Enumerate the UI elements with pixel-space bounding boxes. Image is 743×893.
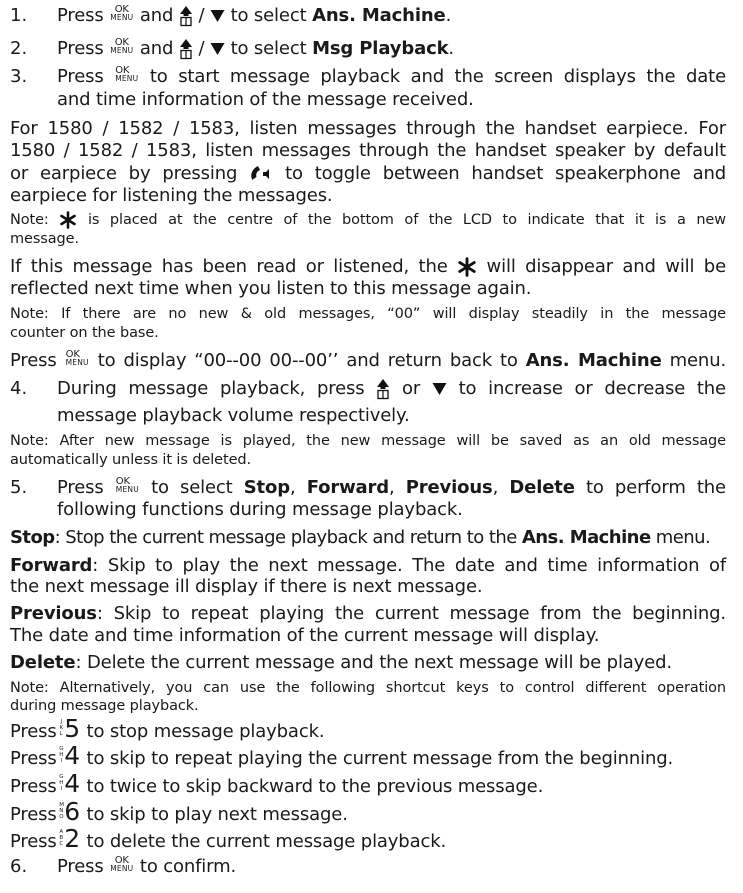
- paragraph-line: reflected next time when you listen to this message again.: [10, 278, 532, 299]
- keypad-6-icon: MNO 6: [59, 797, 80, 826]
- note-line: Note: Alternatively, you can use the following shortcut keys to control different operation: [10, 680, 726, 696]
- keypad-5-icon: JKL 5: [59, 714, 80, 743]
- phonebook-up-arrow-icon: [179, 5, 193, 27]
- ok-menu-key-icon: OK MENU: [65, 349, 89, 367]
- step-number: 6.: [10, 856, 28, 877]
- handset-speaker-icon: [249, 164, 273, 184]
- asterisk-icon: [457, 257, 477, 277]
- note-line: counter on the base.: [10, 325, 159, 341]
- step-6: Press OK MENU to confirm.: [57, 855, 237, 877]
- ok-menu-key-icon: OK MENU: [110, 37, 134, 55]
- note-line: Note: After new message is played, the new message will be saved as an old message: [10, 433, 726, 449]
- definition-forward: Forward: Skip to play the next message. The date and time information of: [10, 555, 726, 576]
- ok-menu-key-icon: OK MENU: [110, 4, 134, 22]
- note-line: during message playback.: [10, 698, 199, 714]
- shortcut-row: Press GHI 4 to twice to skip backward to the previous message.: [10, 769, 544, 798]
- down-triangle-icon: [432, 382, 447, 396]
- definition-forward-line-2: the next message ill display if there is next message.: [10, 576, 483, 597]
- keypad-4-icon: GHI 4: [59, 769, 80, 798]
- step-2: Press OK MENU and / to select Msg Playback.: [57, 37, 454, 59]
- step-1: Press OK MENU and / to select Ans. Machine.: [57, 4, 452, 26]
- step-4-line-2: message playback volume respectively.: [57, 405, 410, 426]
- ok-menu-key-icon: OK MENU: [115, 65, 139, 83]
- step-3: Press OK MENU to start message playback and the screen displays the date: [57, 65, 726, 87]
- ok-menu-key-icon: OK MENU: [110, 855, 134, 873]
- note: Note: is placed at the centre of the bottom of the LCD to indicate that it is a new: [10, 212, 727, 228]
- step-number: 5.: [10, 477, 28, 498]
- definition-stop: Stop: Stop the current message playback and return to the Ans. Machine menu.: [10, 527, 711, 548]
- step-5: Press OK MENU to select Stop, Forward, Previous, Delete to perform the: [57, 476, 726, 498]
- note-line: message.: [10, 231, 79, 247]
- definition-previous: Previous: Skip to repeat playing the current message from the beginning.: [10, 603, 726, 624]
- paragraph-line: If this message has been read or listened, the will disappear and will be: [10, 256, 727, 277]
- paragraph-line: earpiece for listening the messages.: [10, 185, 333, 206]
- step-5-line-2: following functions during message playback.: [57, 499, 463, 520]
- shortcut-row: Press MNO 6 to skip to play next message.: [10, 797, 348, 826]
- phonebook-up-arrow-icon: [179, 38, 193, 60]
- step-number: 1.: [10, 5, 28, 26]
- down-triangle-icon: [210, 9, 225, 23]
- keypad-4-icon: GHI 4: [59, 741, 80, 770]
- phonebook-up-arrow-icon: [376, 378, 390, 400]
- definition-previous-line-2: The date and time information of the current message will display.: [10, 625, 600, 646]
- shortcut-row: Press ABC 2 to delete the current message playback.: [10, 824, 447, 853]
- definition-delete: Delete: Delete the current message and the next message will be played.: [10, 652, 672, 673]
- paragraph-line: Press OK MENU to display “00--00 00--00’’ and return back to Ans. Machine menu.: [10, 349, 727, 371]
- keypad-2-icon: ABC 2: [59, 824, 80, 853]
- step-number: 4.: [10, 378, 28, 399]
- ok-menu-key-icon: OK MENU: [115, 476, 139, 494]
- paragraph-line: or earpiece by pressing to toggle between handset speakerphone and: [10, 163, 727, 184]
- step-number: 2.: [10, 38, 28, 59]
- note-line: Note: If there are no new & old messages, “00” will display steadily in the message: [10, 306, 726, 322]
- step-4: During message playback, press or to increase or decrease the: [57, 378, 726, 399]
- shortcut-row: Press GHI 4 to skip to repeat playing the current message from the beginning.: [10, 741, 674, 770]
- paragraph-line: For 1580 / 1582 / 1583, listen messages through the handset earpiece. For: [10, 118, 726, 139]
- step-3-line-2: and time information of the message received.: [57, 89, 474, 110]
- down-triangle-icon: [210, 42, 225, 56]
- paragraph-line: 1580 / 1582 / 1583, listen messages through the handset speaker by default: [10, 140, 726, 161]
- asterisk-icon: [59, 211, 77, 229]
- note-line: automatically unless it is deleted.: [10, 452, 252, 468]
- shortcut-row: Press JKL 5 to stop message playback.: [10, 714, 325, 743]
- step-number: 3.: [10, 66, 28, 87]
